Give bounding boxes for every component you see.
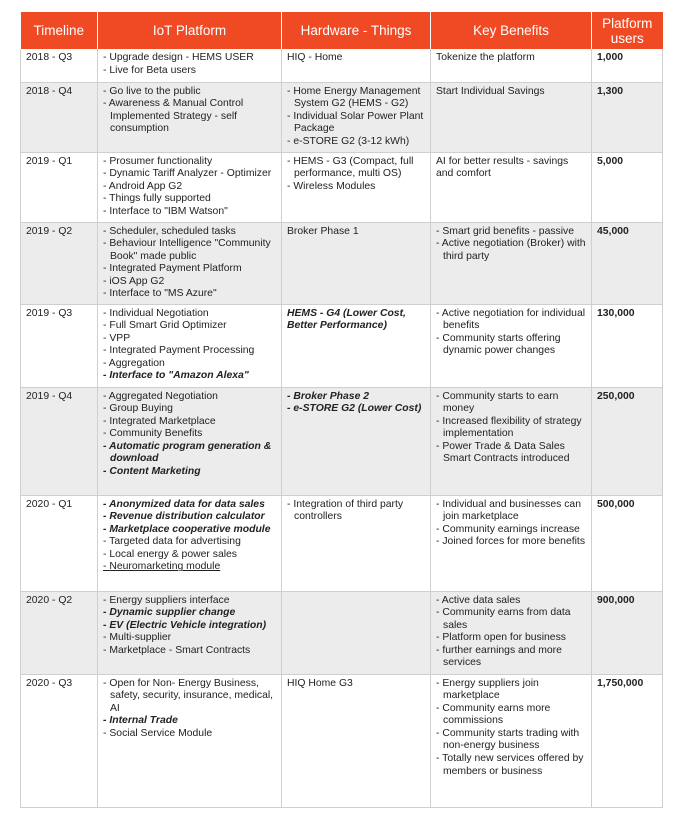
- timeline-cell: 2019 - Q4: [21, 387, 98, 495]
- platform-cell: [98, 674, 282, 807]
- list-item: - VPP: [103, 333, 277, 346]
- list-item: - Dynamic Tariff Analyzer - Optimizer: [103, 168, 277, 181]
- list-item: - Local energy & power sales: [103, 549, 277, 562]
- hardware-cell: [282, 387, 431, 495]
- timeline-cell: 2020 - Q3: [21, 674, 98, 807]
- list-item: - e-STORE G2 (Lower Cost): [287, 403, 426, 416]
- list-item: - Integrated Marketplace: [103, 416, 277, 429]
- list-item: - HEMS - G3 (Compact, full performance, multi OS): [287, 156, 426, 181]
- list-item: - Interface to "MS Azure": [103, 288, 277, 301]
- timeline-cell: 2018 - Q4: [21, 82, 98, 152]
- list-item: - Energy suppliers join marketplace: [436, 678, 587, 703]
- platform-cell: [98, 49, 282, 82]
- platform-cell: [98, 387, 282, 495]
- list-item: - Community starts trading with non-energy business: [436, 728, 587, 753]
- benefits-cell: [431, 222, 592, 304]
- list-item: - Community starts to earn money: [436, 391, 587, 416]
- list-item: - iOS App G2: [103, 276, 277, 289]
- timeline-cell: 2020 - Q2: [21, 591, 98, 674]
- hardware-cell: HIQ Home G3: [282, 674, 431, 807]
- hardware-cell: HIQ - Home: [282, 49, 431, 82]
- platform-cell: [98, 82, 282, 152]
- list-item: - Prosumer functionality: [103, 156, 277, 169]
- list-item: - Open for Non- Energy Business, safety, security, insurance, medical, AI: [103, 678, 277, 716]
- timeline-cell: 2018 - Q3: [21, 49, 98, 82]
- list-item: - Broker Phase 2: [287, 391, 426, 404]
- hardware-cell: Broker Phase 1: [282, 222, 431, 304]
- users-cell: 1,000: [592, 49, 663, 82]
- list-item: - Multi-supplier: [103, 632, 277, 645]
- benefits-cell: AI for better results - savings and comfort: [431, 152, 592, 222]
- timeline-cell: 2019 - Q2: [21, 222, 98, 304]
- users-cell: 500,000: [592, 495, 663, 591]
- roadmap-table: [20, 12, 663, 808]
- benefits-cell: [431, 387, 592, 495]
- platform-cell: [98, 152, 282, 222]
- users-cell: 1,750,000: [592, 674, 663, 807]
- list-item: - EV (Electric Vehicle integration): [103, 620, 277, 633]
- users-cell: 45,000: [592, 222, 663, 304]
- list-item: - Integrated Payment Platform: [103, 263, 277, 276]
- list-item: - Revenue distribution calculator: [103, 511, 277, 524]
- users-cell: 130,000: [592, 304, 663, 387]
- list-item: - Interface to "Amazon Alexa": [103, 370, 277, 383]
- table-row: [21, 304, 663, 387]
- hardware-cell: [282, 495, 431, 591]
- list-item: - Neuromarketing module: [103, 561, 277, 574]
- list-item: - e-STORE G2 (3-12 kWh): [287, 136, 426, 149]
- list-item: - Community starts offering dynamic power changes: [436, 333, 587, 358]
- list-item: - Behaviour Intelligence "Community Book" made public: [103, 238, 277, 263]
- table-row: [21, 152, 663, 222]
- table-row: [21, 591, 663, 674]
- list-item: - Joined forces for more benefits: [436, 536, 587, 549]
- list-item: - Smart grid benefits - passive: [436, 226, 587, 239]
- list-item: - Automatic program generation & download: [103, 441, 277, 466]
- benefits-cell: [431, 591, 592, 674]
- platform-cell: [98, 304, 282, 387]
- table-row: [21, 222, 663, 304]
- list-item: - Active negotiation (Broker) with third party: [436, 238, 587, 263]
- list-item: - Full Smart Grid Optimizer: [103, 320, 277, 333]
- list-item: - Live for Beta users: [103, 65, 277, 78]
- list-item: - Community Benefits: [103, 428, 277, 441]
- list-item: - Dynamic supplier change: [103, 607, 277, 620]
- list-item: - Marketplace cooperative module: [103, 524, 277, 537]
- header-row: [21, 12, 663, 49]
- list-item: - Wireless Modules: [287, 181, 426, 194]
- header-key-benefits: Key Benefits: [431, 12, 592, 49]
- header-hardware: Hardware - Things: [282, 12, 431, 49]
- header-iot-platform: IoT Platform: [98, 12, 282, 49]
- list-item: - Anonymized data for data sales: [103, 499, 277, 512]
- list-item: - Integrated Payment Processing: [103, 345, 277, 358]
- benefits-cell: Tokenize the platform: [431, 49, 592, 82]
- list-item: - Go live to the public: [103, 86, 277, 99]
- benefits-cell: [431, 495, 592, 591]
- benefits-cell: Start Individual Savings: [431, 82, 592, 152]
- list-item: - Community earns more commissions: [436, 703, 587, 728]
- list-item: - Things fully supported: [103, 193, 277, 206]
- list-item: - Social Service Module: [103, 728, 277, 741]
- users-cell: 900,000: [592, 591, 663, 674]
- list-item: - Group Buying: [103, 403, 277, 416]
- timeline-cell: 2019 - Q3: [21, 304, 98, 387]
- users-cell: 5,000: [592, 152, 663, 222]
- timeline-cell: 2019 - Q1: [21, 152, 98, 222]
- platform-cell: [98, 222, 282, 304]
- list-item: - Totally new services offered by members or business: [436, 753, 587, 778]
- header-platform-users: Platform users: [592, 12, 663, 49]
- list-item: - Active negotiation for individual benefits: [436, 308, 587, 333]
- hardware-cell: [282, 82, 431, 152]
- list-item: - Increased flexibility of strategy implementation: [436, 416, 587, 441]
- list-item: - Platform open for business: [436, 632, 587, 645]
- hardware-cell: [282, 591, 431, 674]
- hardware-cell: [282, 152, 431, 222]
- list-item: - Energy suppliers interface: [103, 595, 277, 608]
- list-item: - Content Marketing: [103, 466, 277, 479]
- users-cell: 1,300: [592, 82, 663, 152]
- list-item: - Android App G2: [103, 181, 277, 194]
- list-item: - Community earnings increase: [436, 524, 587, 537]
- list-item: - Power Trade & Data Sales Smart Contracts introduced: [436, 441, 587, 466]
- platform-cell: [98, 591, 282, 674]
- list-item: - Active data sales: [436, 595, 587, 608]
- list-item: - Home Energy Management System G2 (HEMS - G2): [287, 86, 426, 111]
- benefits-cell: [431, 304, 592, 387]
- list-item: - Upgrade design - HEMS USER: [103, 52, 277, 65]
- list-item: - Marketplace - Smart Contracts: [103, 645, 277, 658]
- hardware-cell: HEMS - G4 (Lower Cost, Better Performance): [282, 304, 431, 387]
- platform-cell: [98, 495, 282, 591]
- table-row: [21, 495, 663, 591]
- list-item: - Integration of third party controllers: [287, 499, 426, 524]
- table-row: [21, 674, 663, 807]
- list-item: - Aggregation: [103, 358, 277, 371]
- table-row: [21, 49, 663, 82]
- list-item: - Scheduler, scheduled tasks: [103, 226, 277, 239]
- list-item: - Aggregated Negotiation: [103, 391, 277, 404]
- list-item: - further earnings and more services: [436, 645, 587, 670]
- list-item: - Internal Trade: [103, 715, 277, 728]
- list-item: - Interface to "IBM Watson": [103, 206, 277, 219]
- list-item: - Individual Solar Power Plant Package: [287, 111, 426, 136]
- list-item: - Individual Negotiation: [103, 308, 277, 321]
- benefits-cell: [431, 674, 592, 807]
- timeline-cell: 2020 - Q1: [21, 495, 98, 591]
- table-row: [21, 82, 663, 152]
- users-cell: 250,000: [592, 387, 663, 495]
- list-item: - Community earns from data sales: [436, 607, 587, 632]
- list-item: - Individual and businesses can join marketplace: [436, 499, 587, 524]
- table-row: [21, 387, 663, 495]
- list-item: - Targeted data for advertising: [103, 536, 277, 549]
- header-timeline: Timeline: [21, 12, 98, 49]
- list-item: - Awareness & Manual Control Implemented Strategy - self consumption: [103, 98, 277, 136]
